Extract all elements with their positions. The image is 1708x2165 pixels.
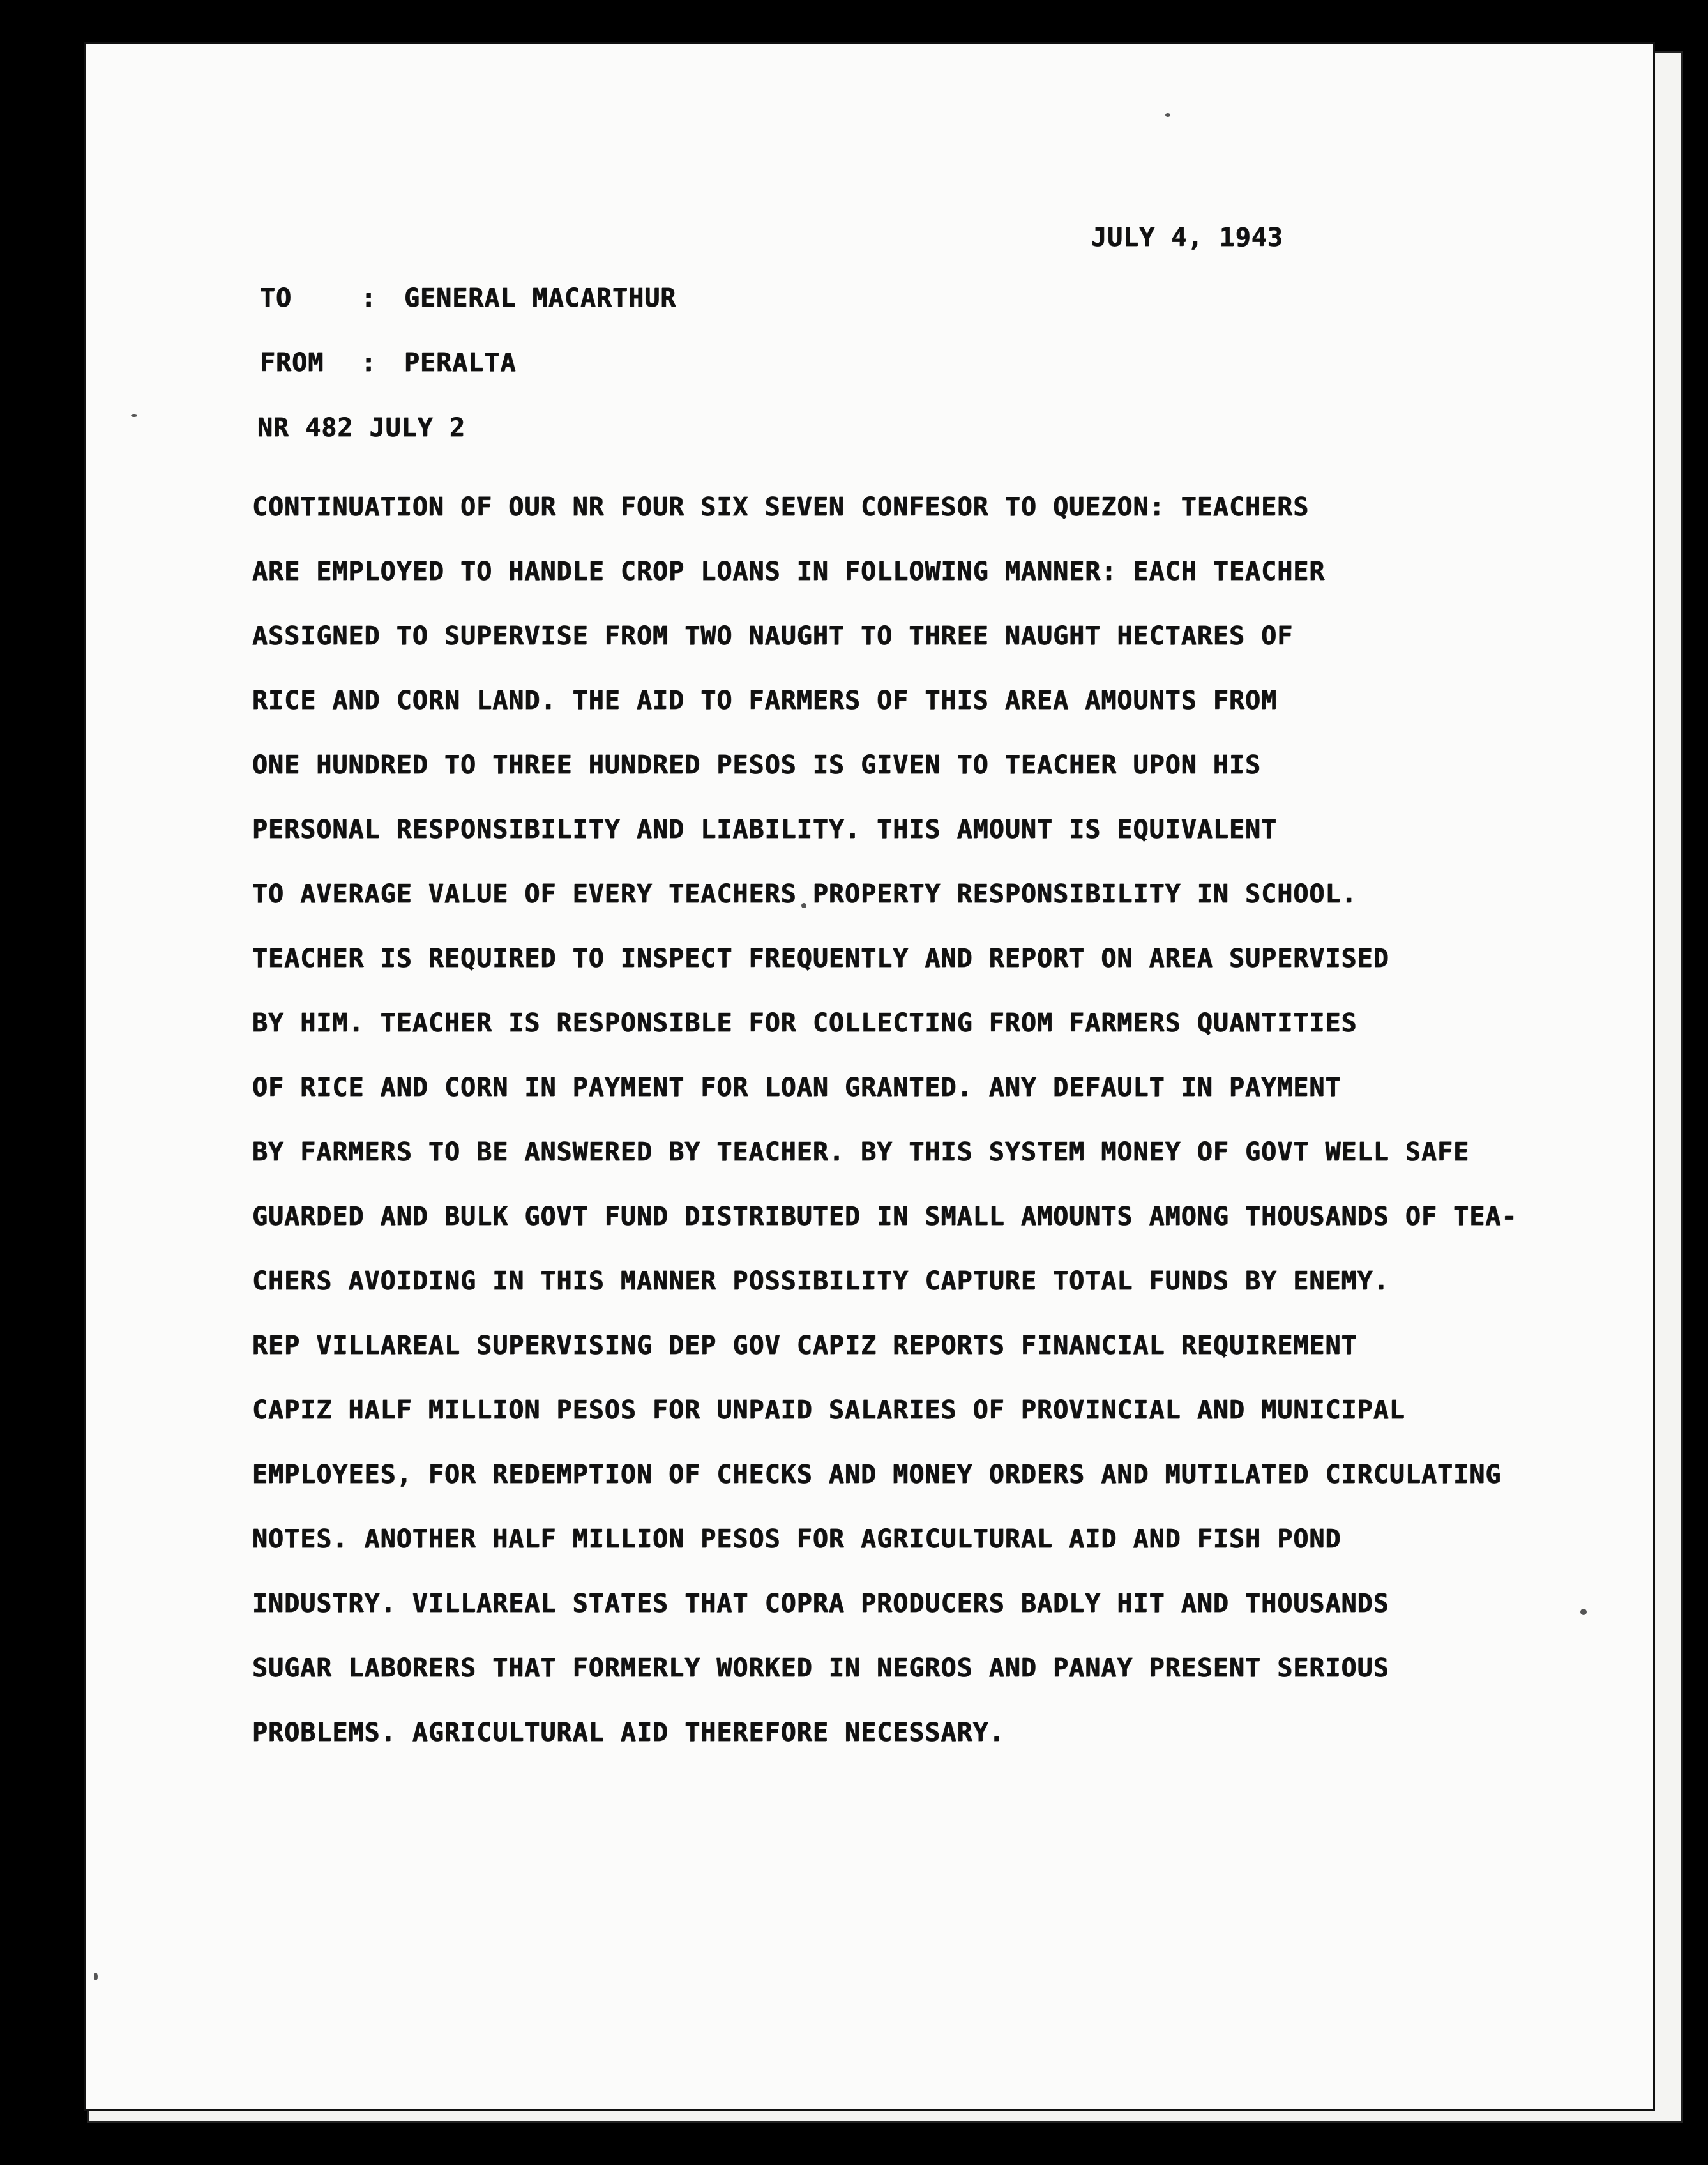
body-line: REP VILLAREAL SUPERVISING DEP GOV CAPIZ REPORTS FINANCIAL REQUIREMENT [252, 1331, 1357, 1360]
body-line: CAPIZ HALF MILLION PESOS FOR UNPAID SALARIES OF PROVINCIAL AND MUNICIPAL [252, 1395, 1405, 1425]
from-label: FROM [260, 348, 324, 377]
document-page [84, 42, 1655, 2111]
body-line: BY HIM. TEACHER IS RESPONSIBLE FOR COLLECTING FROM FARMERS QUANTITIES [252, 1008, 1357, 1038]
message-reference: NR 482 JULY 2 [257, 413, 466, 443]
body-line: EMPLOYEES, FOR REDEMPTION OF CHECKS AND MONEY ORDERS AND MUTILATED CIRCULATING [252, 1460, 1502, 1489]
body-line: SUGAR LABORERS THAT FORMERLY WORKED IN NEGROS AND PANAY PRESENT SERIOUS [252, 1653, 1389, 1683]
to-label: TO [260, 284, 292, 313]
body-line: TEACHER IS REQUIRED TO INSPECT FREQUENTLY AND REPORT ON AREA SUPERVISED [252, 944, 1389, 973]
body-line: TO AVERAGE VALUE OF EVERY TEACHERS PROPERTY RESPONSIBILITY IN SCHOOL. [252, 879, 1357, 909]
document-date: JULY 4, 1943 [1091, 223, 1283, 252]
body-line: INDUSTRY. VILLAREAL STATES THAT COPRA PRODUCERS BADLY HIT AND THOUSANDS [252, 1589, 1389, 1618]
body-line: OF RICE AND CORN IN PAYMENT FOR LOAN GRANTED. ANY DEFAULT IN PAYMENT [252, 1073, 1341, 1102]
scan-speck [1165, 113, 1170, 117]
body-line: PERSONAL RESPONSIBILITY AND LIABILITY. THIS AMOUNT IS EQUIVALENT [252, 815, 1278, 844]
scan-speck [94, 1973, 98, 1980]
to-colon: : [361, 284, 377, 313]
body-line: BY FARMERS TO BE ANSWERED BY TEACHER. BY THIS SYSTEM MONEY OF GOVT WELL SAFE [252, 1137, 1470, 1167]
body-line: PROBLEMS. AGRICULTURAL AID THEREFORE NECESSARY. [252, 1718, 1005, 1747]
body-line: ASSIGNED TO SUPERVISE FROM TWO NAUGHT TO THREE NAUGHT HECTARES OF [252, 621, 1294, 651]
from-colon: : [361, 348, 377, 377]
body-line: CONTINUATION OF OUR NR FOUR SIX SEVEN CONFESOR TO QUEZON: TEACHERS [252, 492, 1310, 522]
message-body [252, 475, 1625, 1765]
body-line: RICE AND CORN LAND. THE AID TO FARMERS OF THIS AREA AMOUNTS FROM [252, 686, 1278, 715]
body-line: ONE HUNDRED TO THREE HUNDRED PESOS IS GIVEN TO TEACHER UPON HIS [252, 750, 1262, 780]
body-line: ARE EMPLOYED TO HANDLE CROP LOANS IN FOLLOWING MANNER: EACH TEACHER [252, 557, 1326, 586]
body-line: CHERS AVOIDING IN THIS MANNER POSSIBILITY CAPTURE TOTAL FUNDS BY ENEMY. [252, 1266, 1389, 1296]
scan-speck [131, 414, 137, 417]
to-recipient: GENERAL MACARTHUR [404, 284, 677, 313]
body-line: GUARDED AND BULK GOVT FUND DISTRIBUTED IN SMALL AMOUNTS AMONG THOUSANDS OF TEA- [252, 1202, 1518, 1231]
from-sender: PERALTA [404, 348, 517, 377]
body-line: NOTES. ANOTHER HALF MILLION PESOS FOR AGRICULTURAL AID AND FISH POND [252, 1524, 1341, 1554]
